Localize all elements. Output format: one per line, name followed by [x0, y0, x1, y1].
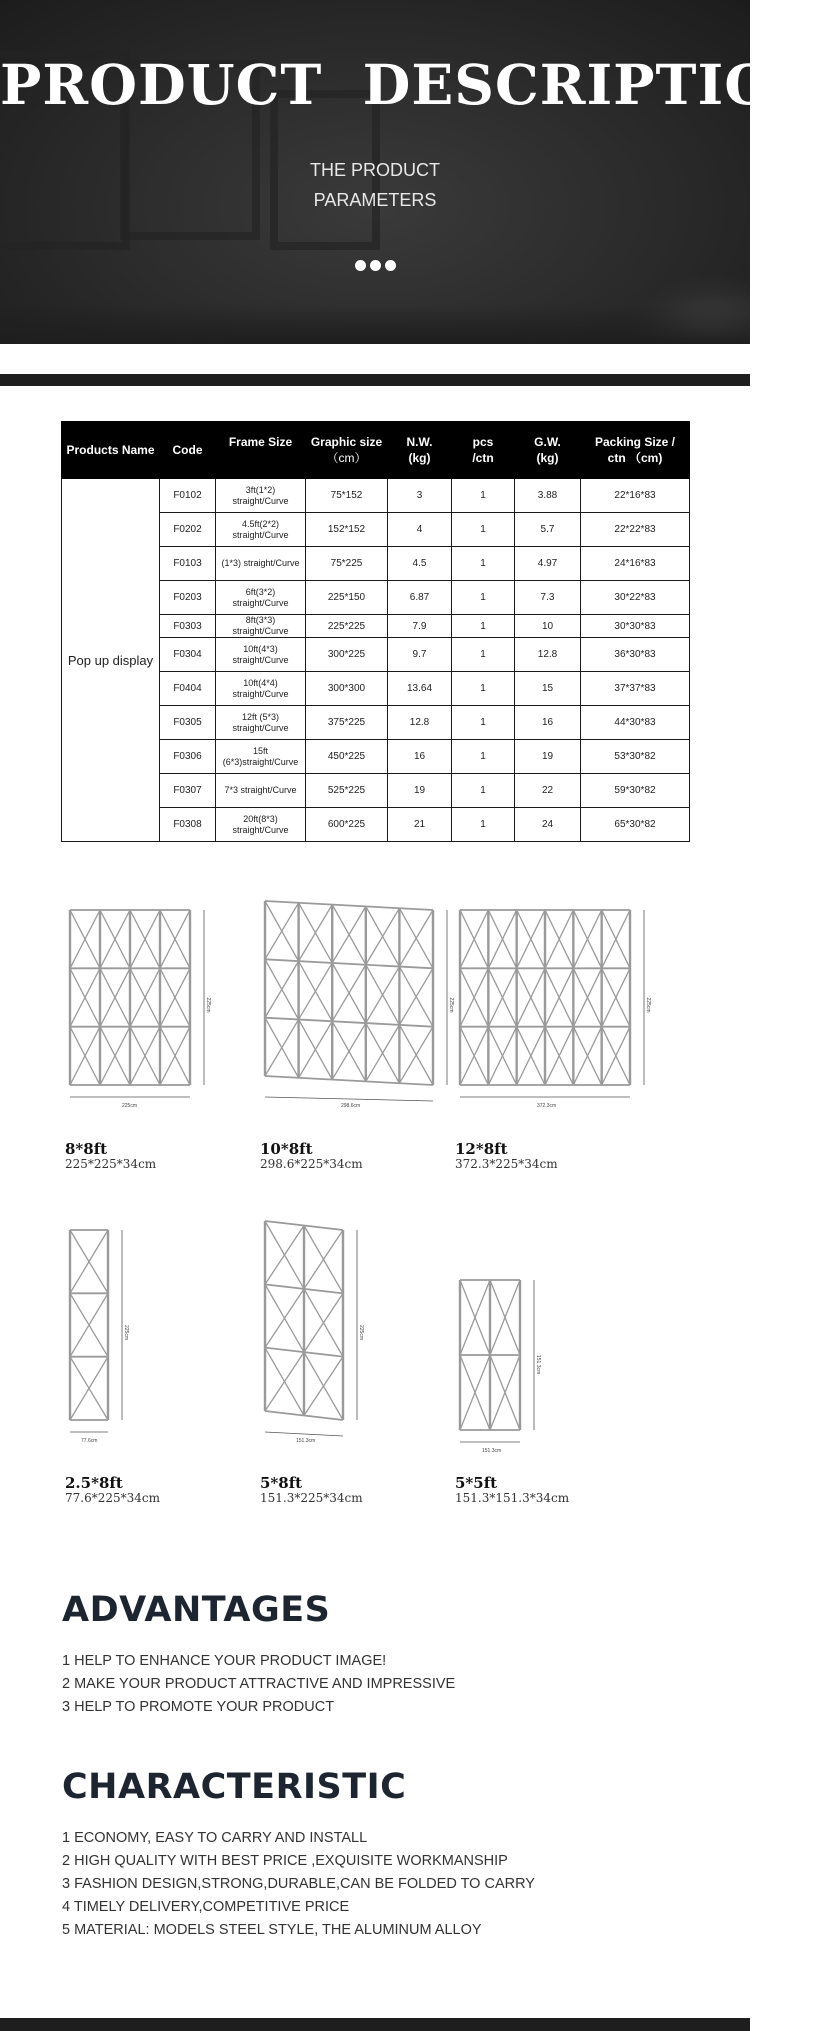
nw-cell: 13.64 — [388, 672, 452, 706]
pcs-cell: 1 — [452, 513, 515, 547]
code-cell: F0202 — [160, 513, 216, 547]
gw-cell: 22 — [515, 774, 581, 808]
frame-dimensions: 372.3*225*34cm — [455, 1157, 558, 1171]
frame-size-cell: (1*3) straight/Curve — [216, 547, 306, 581]
list-item: 3 HELP TO PROMOTE YOUR PRODUCT — [62, 1699, 335, 1715]
frame-title: 12*8ft — [455, 1140, 508, 1158]
gw-cell: 7.3 — [515, 581, 581, 615]
frame-size-cell: 4.5ft(2*2) straight/Curve — [216, 513, 306, 547]
packing-size-cell: 44*30*83 — [581, 706, 690, 740]
graphic-size-cell: 75*152 — [306, 479, 388, 513]
nw-cell: 4 — [388, 513, 452, 547]
nw-cell: 7.9 — [388, 615, 452, 638]
characteristic-title: CHARACTERISTIC — [62, 1767, 407, 1807]
frame-size-cell: 3ft(1*2) straight/Curve — [216, 479, 306, 513]
graphic-size-cell: 225*225 — [306, 615, 388, 638]
frame-height-label: 225cm — [358, 1325, 364, 1341]
graphic-size-cell: 152*152 — [306, 513, 388, 547]
frame-dimensions: 225*225*34cm — [65, 1157, 157, 1171]
frame-width-label: 151.3cm — [296, 1438, 316, 1444]
section-divider — [0, 374, 750, 386]
gw-cell: 15 — [515, 672, 581, 706]
table-header-row — [62, 422, 690, 479]
frame-width-label: 151.3cm — [482, 1448, 502, 1454]
nw-cell: 6.87 — [388, 581, 452, 615]
header-frame-size: Frame Size — [216, 422, 306, 479]
characteristic-list — [62, 1827, 535, 1942]
frame-caption — [455, 1140, 558, 1171]
frame-caption — [65, 1140, 156, 1171]
frame-item — [450, 1210, 650, 1505]
frame-title: 5*5ft — [455, 1474, 498, 1492]
code-cell: F0305 — [160, 706, 216, 740]
list-item: 3 FASHION DESIGN,STRONG,DURABLE,CAN BE FOLDED TO CARRY — [62, 1876, 535, 1892]
frame-item — [255, 1210, 455, 1505]
packing-size-cell: 59*30*82 — [581, 774, 690, 808]
code-cell: F0203 — [160, 581, 216, 615]
frame-size-cell: 7*3 straight/Curve — [216, 774, 306, 808]
packing-size-cell: 22*22*83 — [581, 513, 690, 547]
table-row — [62, 479, 690, 513]
frame-size-gallery — [0, 890, 750, 1510]
frame-height-label: 225cm — [645, 997, 651, 1013]
frame-height-label: 151.3cm — [535, 1355, 541, 1375]
frame-dimensions: 298.6*225*34cm — [260, 1157, 363, 1171]
product-parameters-table — [61, 421, 690, 842]
graphic-size-cell: 75*225 — [306, 547, 388, 581]
frame-size-cell: 8ft(3*3) straight/Curve — [216, 615, 306, 638]
footer-bar — [0, 2018, 750, 2031]
graphic-size-cell: 225*150 — [306, 581, 388, 615]
advantages-title: ADVANTAGES — [62, 1590, 331, 1630]
packing-size-cell: 53*30*82 — [581, 740, 690, 774]
gw-cell: 3.88 — [515, 479, 581, 513]
pcs-cell: 1 — [452, 740, 515, 774]
frame-title: 8*8ft — [65, 1140, 108, 1158]
frame-dimensions: 151.3*151.3*34cm — [455, 1491, 570, 1505]
graphic-size-cell: 300*225 — [306, 638, 388, 672]
nw-cell: 9.7 — [388, 638, 452, 672]
code-cell: F0304 — [160, 638, 216, 672]
code-cell: F0303 — [160, 615, 216, 638]
frame-width-label: 298.6cm — [341, 1103, 361, 1109]
frame-item — [255, 890, 455, 1171]
pcs-cell: 1 — [452, 479, 515, 513]
list-item: 2 HIGH QUALITY WITH BEST PRICE ,EXQUISITE WORKMANSHIP — [62, 1853, 508, 1869]
frame-height-label: 225cm — [448, 997, 454, 1013]
code-cell: F0307 — [160, 774, 216, 808]
pcs-cell: 1 — [452, 638, 515, 672]
header-code: Code — [160, 422, 216, 479]
frame-dimensions: 151.3*225*34cm — [260, 1491, 363, 1505]
frame-drawing — [450, 1210, 650, 1454]
product-name-cell: Pop up display — [62, 479, 160, 842]
dots-icon — [355, 258, 397, 274]
frame-height-label: 225cm — [123, 1325, 129, 1341]
frame-item — [450, 890, 651, 1171]
gw-cell: 24 — [515, 808, 581, 842]
page-title: PRODUCT DESCRIPTION — [0, 52, 824, 117]
header-gw: G.W. (kg) — [515, 422, 581, 479]
nw-cell: 16 — [388, 740, 452, 774]
pcs-cell: 1 — [452, 706, 515, 740]
list-item: 1 HELP TO ENHANCE YOUR PRODUCT IMAGE! — [62, 1653, 387, 1669]
header-pcs: pcs /ctn — [452, 422, 515, 479]
frame-drawing — [255, 890, 455, 1130]
frame-height-label: 225cm — [205, 997, 211, 1013]
graphic-size-cell: 525*225 — [306, 774, 388, 808]
header-graphic-size: Graphic size （cm） — [306, 422, 388, 479]
page-subtitle — [0, 155, 750, 215]
frame-size-cell: 12ft (5*3) straight/Curve — [216, 706, 306, 740]
gw-cell: 16 — [515, 706, 581, 740]
packing-size-cell: 37*37*83 — [581, 672, 690, 706]
packing-size-cell: 36*30*83 — [581, 638, 690, 672]
graphic-size-cell: 300*300 — [306, 672, 388, 706]
gw-cell: 12.8 — [515, 638, 581, 672]
list-item: 1 ECONOMY, EASY TO CARRY AND INSTALL — [62, 1830, 368, 1846]
frame-width-label: 77.6cm — [81, 1438, 98, 1444]
frame-size-cell: 20ft(8*3) straight/Curve — [216, 808, 306, 842]
frame-size-cell: 10ft(4*3) straight/Curve — [216, 638, 306, 672]
list-item: 5 MATERIAL: MODELS STEEL STYLE, THE ALUMINUM ALLOY — [62, 1922, 482, 1938]
frame-item — [60, 890, 260, 1171]
frame-caption — [260, 1474, 363, 1505]
nw-cell: 19 — [388, 774, 452, 808]
frame-item — [60, 1210, 260, 1505]
subtitle-line-2: PARAMETERS — [313, 190, 437, 210]
table-body — [62, 479, 690, 842]
frame-drawing — [255, 1210, 455, 1450]
advantages-list — [62, 1650, 455, 1719]
graphic-size-cell: 600*225 — [306, 808, 388, 842]
pcs-cell: 1 — [452, 808, 515, 842]
background-counter — [0, 304, 750, 344]
packing-size-cell: 22*16*83 — [581, 479, 690, 513]
frame-size-cell: 15ft (6*3)straight/Curve — [216, 740, 306, 774]
pcs-cell: 1 — [452, 547, 515, 581]
pcs-cell: 1 — [452, 672, 515, 706]
graphic-size-cell: 450*225 — [306, 740, 388, 774]
graphic-size-cell: 375*225 — [306, 706, 388, 740]
pcs-cell: 1 — [452, 774, 515, 808]
code-cell: F0103 — [160, 547, 216, 581]
pcs-cell: 1 — [452, 615, 515, 638]
header-nw: N.W. (kg) — [388, 422, 452, 479]
gw-cell: 10 — [515, 615, 581, 638]
packing-size-cell: 24*16*83 — [581, 547, 690, 581]
nw-cell: 4.5 — [388, 547, 452, 581]
code-cell: F0308 — [160, 808, 216, 842]
frame-title: 2.5*8ft — [65, 1474, 123, 1492]
packing-size-cell: 30*22*83 — [581, 581, 690, 615]
gw-cell: 19 — [515, 740, 581, 774]
frame-caption — [260, 1140, 363, 1171]
frame-title: 10*8ft — [260, 1140, 313, 1158]
pcs-cell: 1 — [452, 581, 515, 615]
header-products-name: Products Name — [62, 422, 160, 479]
header-packing-size: Packing Size / ctn （cm) — [581, 422, 690, 479]
gw-cell: 4.97 — [515, 547, 581, 581]
frame-caption — [455, 1474, 569, 1505]
code-cell: F0404 — [160, 672, 216, 706]
nw-cell: 12.8 — [388, 706, 452, 740]
frame-drawing — [60, 890, 260, 1130]
frame-width-label: 225cm — [122, 1103, 138, 1109]
frame-drawing — [450, 890, 650, 1130]
code-cell: F0102 — [160, 479, 216, 513]
nw-cell: 21 — [388, 808, 452, 842]
frame-title: 5*8ft — [260, 1474, 303, 1492]
code-cell: F0306 — [160, 740, 216, 774]
frame-size-cell: 10ft(4*4) straight/Curve — [216, 672, 306, 706]
frame-drawing — [60, 1210, 260, 1450]
frame-width-label: 372.3cm — [537, 1103, 557, 1109]
packing-size-cell: 65*30*82 — [581, 808, 690, 842]
list-item: 4 TIMELY DELIVERY,COMPETITIVE PRICE — [62, 1899, 350, 1915]
frame-dimensions: 77.6*225*34cm — [65, 1491, 160, 1505]
nw-cell: 3 — [388, 479, 452, 513]
packing-size-cell: 30*30*83 — [581, 615, 690, 638]
gw-cell: 5.7 — [515, 513, 581, 547]
list-item: 2 MAKE YOUR PRODUCT ATTRACTIVE AND IMPRESSIVE — [62, 1676, 456, 1692]
frame-size-cell: 6ft(3*2) straight/Curve — [216, 581, 306, 615]
subtitle-line-1: THE PRODUCT — [310, 160, 440, 180]
hero-banner — [0, 0, 824, 344]
frame-caption — [65, 1474, 160, 1505]
